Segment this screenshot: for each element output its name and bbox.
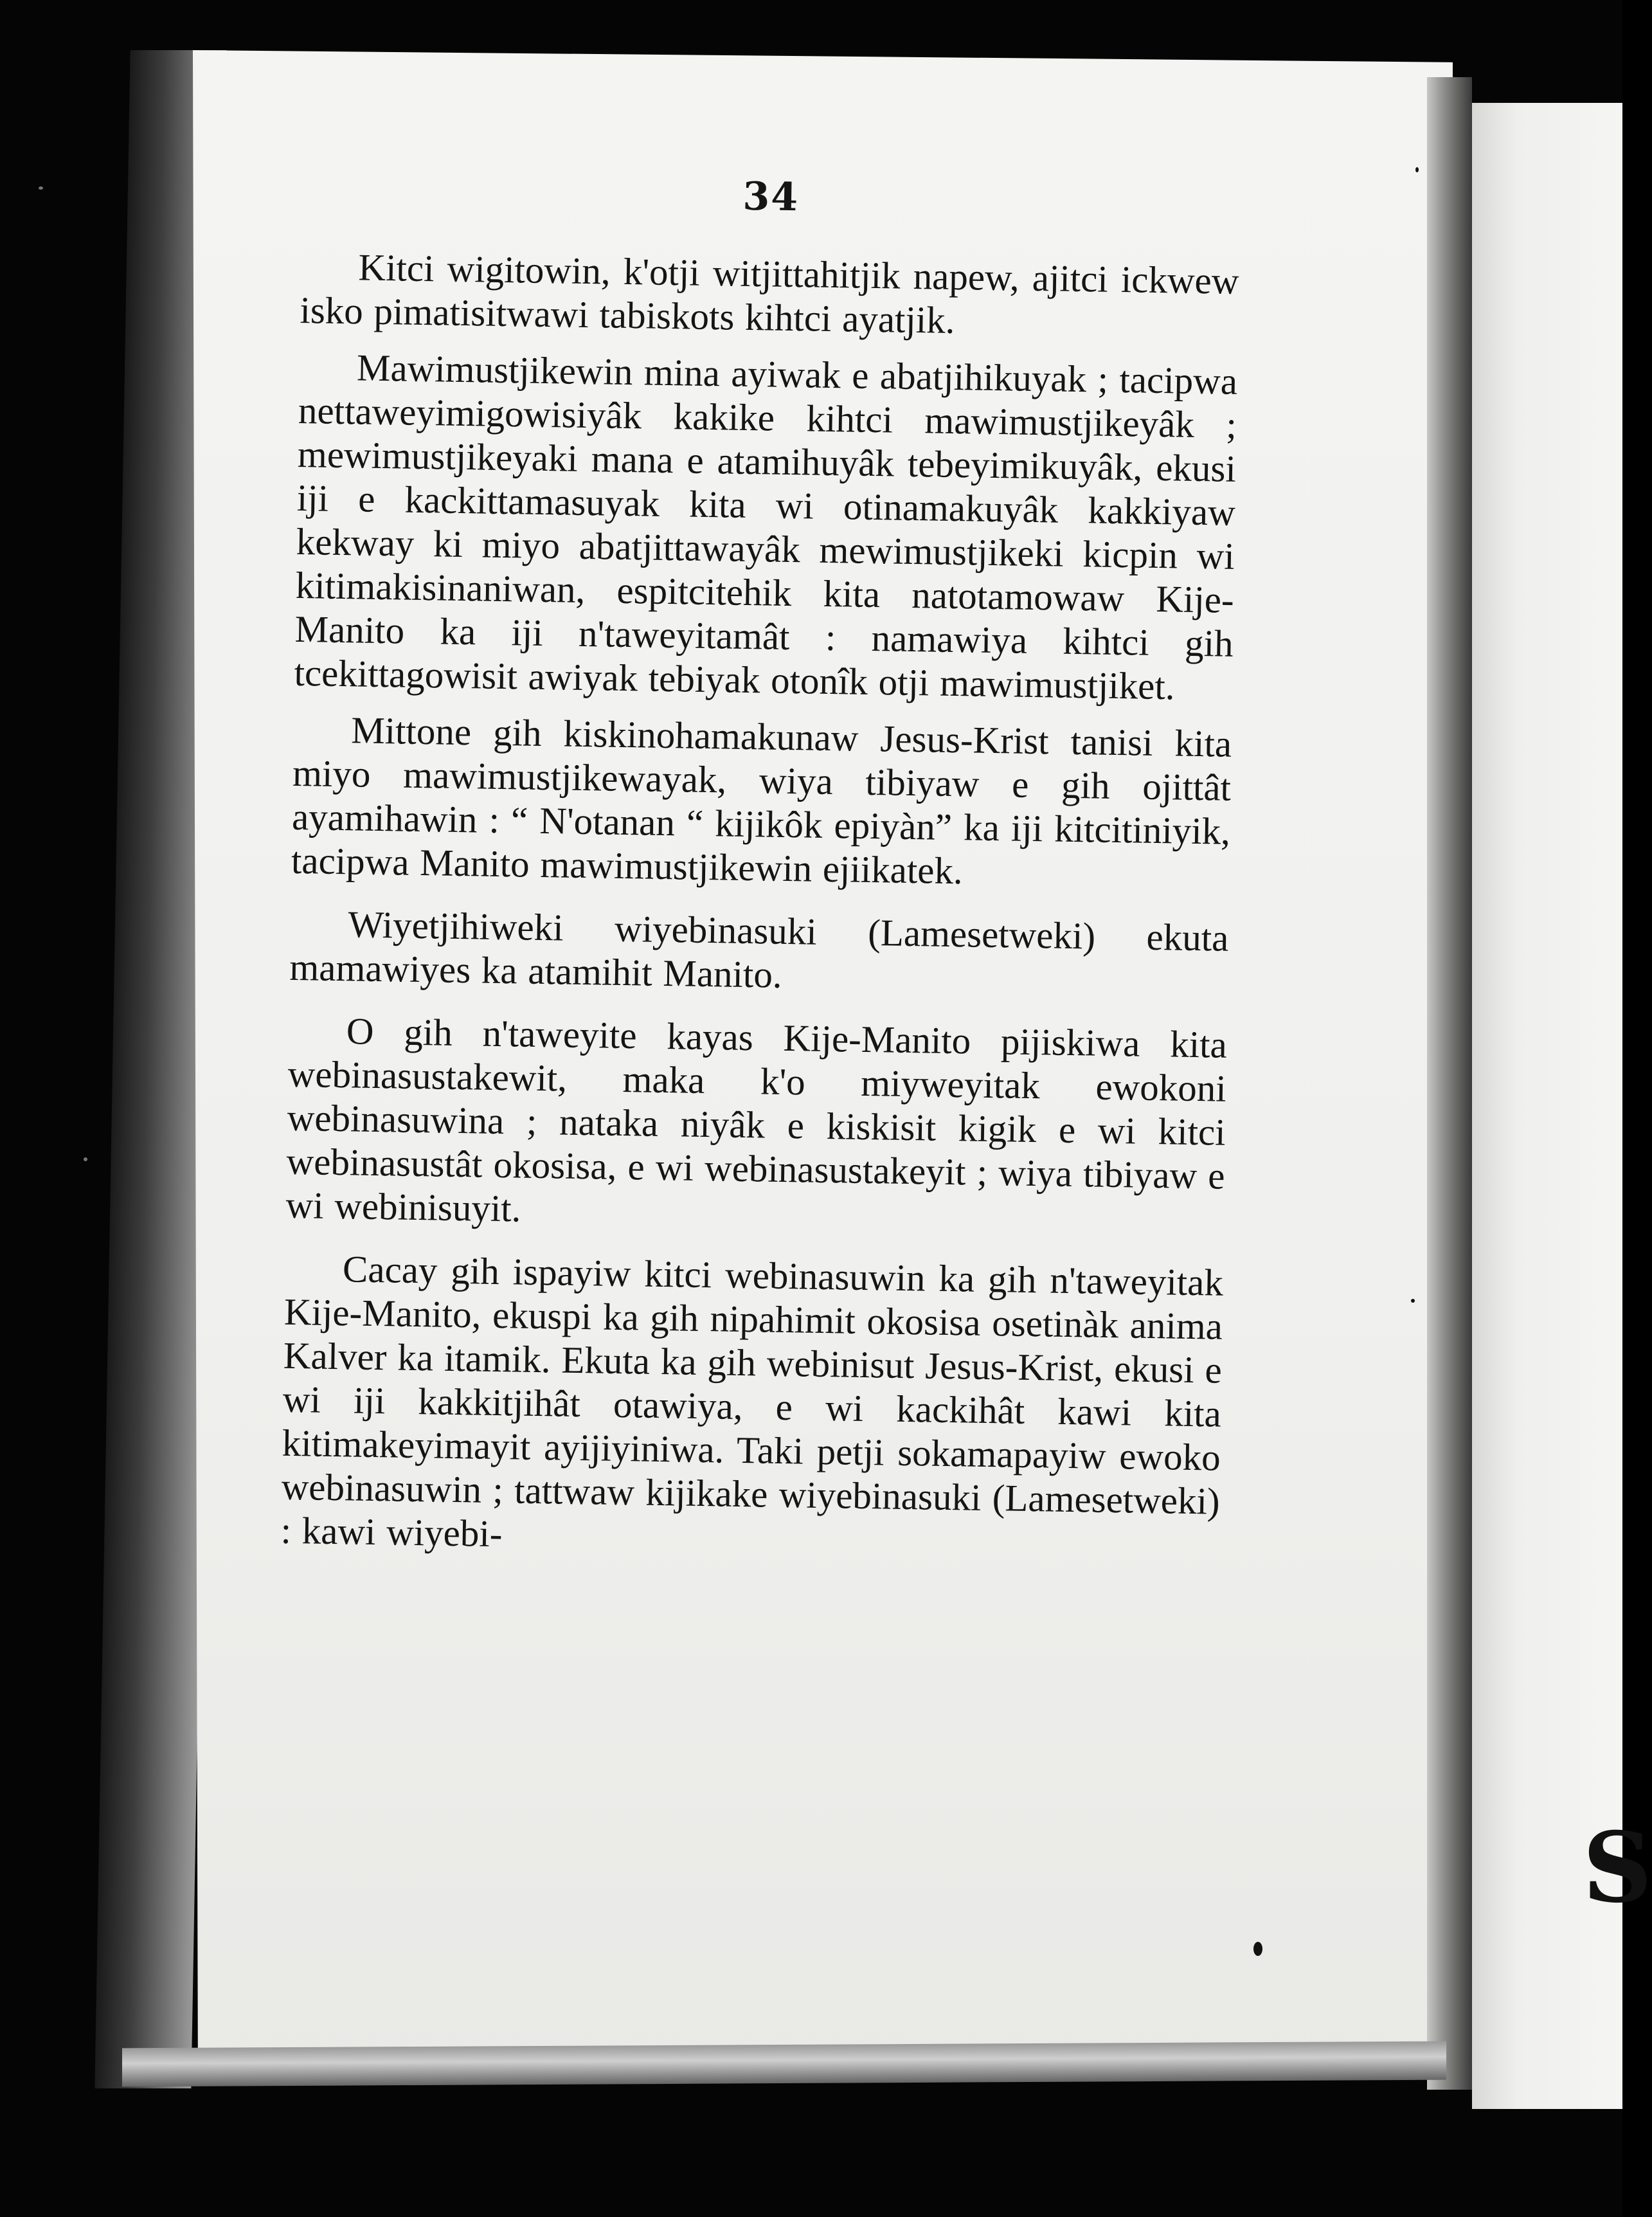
page-gutter-shadow	[1427, 77, 1472, 2090]
next-page-edge	[1472, 103, 1622, 2109]
paragraph: Mittone gih kiskinohamakunaw Jesus-Krist tanisi kita miyo mawimustjikewayak, wiya tibiyaw e gih ojittât ayamihawin : “ N'otanan “ kijikôk epiyàn” ka iji kitcitiniyik, tacipwa Manito mawimustjikewin ejiikatek.	[291, 709, 1232, 892]
page-bottom-edge	[122, 2041, 1446, 2087]
ink-speck	[1411, 1299, 1415, 1303]
ink-speck	[1253, 1942, 1262, 1956]
page-number: 34	[742, 174, 800, 221]
ink-speck	[1415, 167, 1419, 172]
paragraph: Wiyetjihiweki wiyebinasuki (Lamesetweki) ekuta mamawiyes ka atamihit Manito.	[289, 903, 1229, 996]
paragraph: O gih n'taweyite kayas Kije-Manito pijiskiwa kita webinasustakewit, maka k'o miyweyitak ewokoni webinasuwina ; nataka niyâk e kiskisit kigik e wi kitci webinasustât okosisa, e wi webinasustakeyit ; wiya tibiyaw e wi webinisuyit.	[285, 1009, 1228, 1230]
ink-speck	[39, 186, 43, 190]
next-page-letter: S	[1583, 1811, 1652, 1924]
page-content	[280, 167, 1241, 1580]
paragraph: Kitci wigitowin, k'otji witjittahitjik napew, ajitci ickwew isko pimatisitwawi tabiskots kihtci ayatjik.	[299, 246, 1239, 341]
paragraph: Mawimustjikewin mina ayiwak e abatjihikuyak ; tacipwa nettaweyimigowisiyâk kakike kihtci mawimustjikeyâk ; mewimustjikeyaki mana e atamihuyâk tebeyimikuyâk, ekusi iji e kackittamasuyak kita wi otinamakuyâk kakkiyaw kekway ki miyo abatjittawayâk mewimustjikeki kicpin wi kitimakisinaniwan, espitcitehik kita natotamowaw Kije-Manito ka iji n'taweyitamât : namawiya kihtci gih tcekittagowisit awiyak tebiyak otonîk otji mawimustjiket.	[294, 346, 1238, 708]
paragraph: Cacay gih ispayiw kitci webinasuwin ka gih n'taweyitak Kije-Manito, ekuspi ka gih nipahimit okosisa osetinàk anima Kalver ka itamik. Ekuta ka gih webinisut Jesus-Krist, ekusi e wi iji kakkitjihât otawiya, e wi kackihât kawi kita kitimakeyimayit ayijiyiniwa. Taki petji sokamapayiw ewoko webinasuwin ; tattwaw kijikake wiyebinasuki (Lamesetweki) : kawi wiyebi-	[280, 1247, 1224, 1555]
ink-speck	[84, 1157, 87, 1161]
